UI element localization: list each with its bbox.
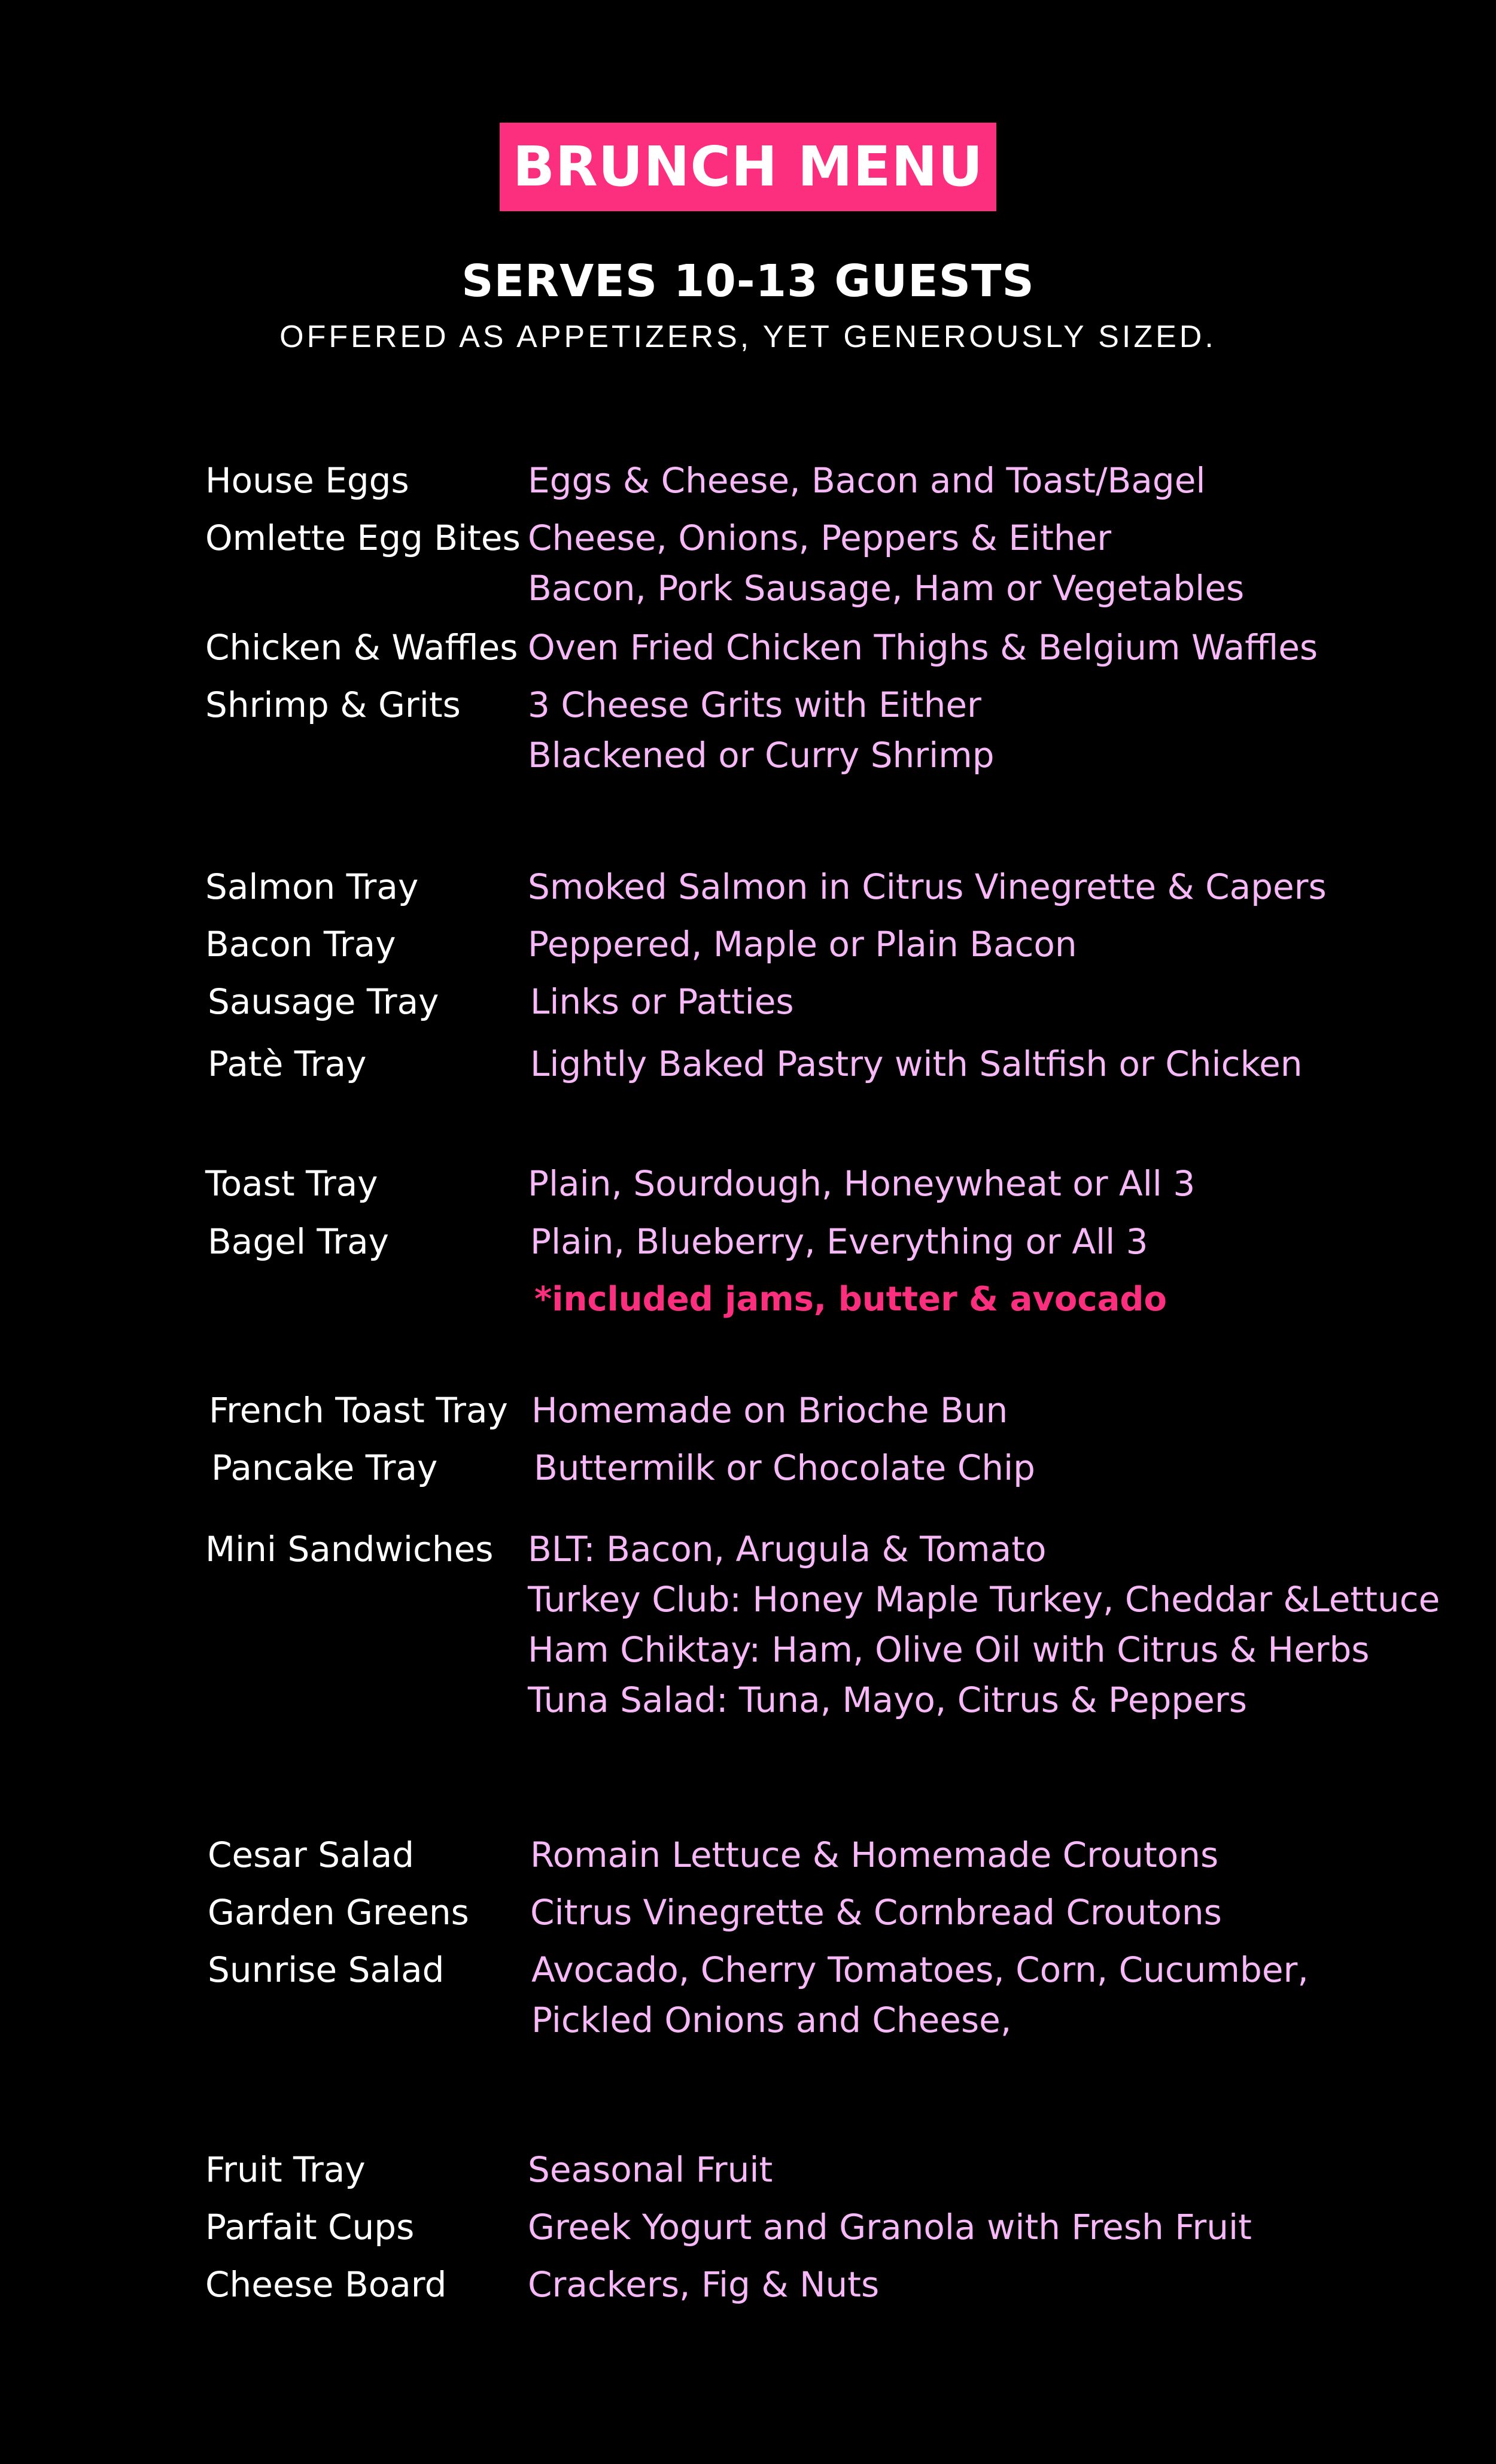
item-description: Romain Lettuce & Homemade Croutons [530,1835,1219,1875]
title-banner [500,123,996,211]
menu-item-shrimp-grits-line-2 [0,730,1496,784]
item-name: Pancake Tray [211,1447,438,1488]
subtitle: OFFERED AS APPETIZERS, YET GENEROUSLY SIZED. [279,320,1217,354]
item-name: Cesar Salad [208,1835,415,1875]
item-description: Buttermilk or Chocolate Chip [534,1447,1035,1488]
menu-item-mini-sandwiches-line-3 [0,1625,1496,1678]
menu-item-sausage-tray [0,977,1496,1030]
menu-item-pancake-tray [0,1443,1496,1496]
item-name: Toast Tray [205,1163,378,1204]
item-name: French Toast Tray [209,1390,508,1431]
item-description: Homemade on Brioche Bun [531,1390,1008,1431]
item-description: Plain, Sourdough, Honeywheat or All 3 [528,1163,1196,1204]
menu-item-salmon-tray [0,862,1496,915]
menu-item-house-eggs [0,455,1496,509]
item-description: Eggs & Cheese, Bacon and Toast/Bagel [528,460,1206,501]
menu-item-bacon-tray [0,919,1496,973]
item-description: Cheese, Onions, Peppers & Either [528,518,1112,558]
item-name: Chicken & Waffles [205,627,518,668]
menu-item-mini-sandwiches-line-4 [0,1675,1496,1729]
menu-item-pate-tray [0,1039,1496,1093]
item-name: Patè Tray [208,1044,367,1084]
item-description: Pickled Onions and Cheese, [531,2000,1012,2040]
item-description: BLT: Bacon, Arugula & Tomato [528,1529,1047,1569]
item-name: Bagel Tray [208,1221,389,1262]
item-description: Avocado, Cherry Tomatoes, Corn, Cucumber, [531,1949,1309,1990]
included-note: *included jams, butter & avocado [534,1280,1167,1319]
menu-item-bagel-tray [0,1216,1496,1270]
item-name: Parfait Cups [205,2207,415,2247]
menu-item-parfait-cups [0,2202,1496,2256]
item-name: Bacon Tray [205,924,396,965]
item-description: Bacon, Pork Sausage, Ham or Vegetables [528,568,1245,609]
item-name: Shrimp & Grits [205,685,461,725]
menu-item-omlette-egg-bites [0,513,1496,567]
menu-title: BRUNCH MENU [512,135,984,199]
item-description: Plain, Blueberry, Everything or All 3 [530,1221,1148,1262]
item-description: Blackened or Curry Shrimp [528,735,995,775]
item-name: House Eggs [205,460,409,501]
item-name: Mini Sandwiches [205,1529,494,1569]
item-description: Peppered, Maple or Plain Bacon [528,924,1077,965]
menu-item-sunrise-salad [0,1945,1496,1998]
item-description: Turkey Club: Honey Maple Turkey, Cheddar &Lettuce [528,1579,1440,1620]
serves-heading: SERVES 10-13 GUESTS [461,255,1035,307]
item-name: Garden Greens [208,1892,469,1933]
menu-item-mini-sandwiches [0,1524,1496,1578]
item-description: Crackers, Fig & Nuts [528,2264,880,2305]
menu-item-shrimp-grits [0,680,1496,734]
menu-item-chicken-waffles [0,622,1496,676]
menu-item-fruit-tray [0,2144,1496,2198]
item-description: Ham Chiktay: Ham, Olive Oil with Citrus & Herbs [528,1629,1370,1670]
item-description: Greek Yogurt and Granola with Fresh Fruit [528,2207,1252,2247]
menu-item-cheese-board [0,2259,1496,2313]
item-name: Fruit Tray [205,2149,366,2190]
item-name: Sunrise Salad [208,1949,445,1990]
item-description: Seasonal Fruit [528,2149,773,2190]
menu-item-omlette-egg-bites-line-2 [0,563,1496,617]
item-description: Lightly Baked Pastry with Saltfish or Chicken [530,1044,1303,1084]
item-name: Sausage Tray [208,981,439,1022]
item-name: Cheese Board [205,2264,447,2305]
menu-item-mini-sandwiches-line-2 [0,1574,1496,1628]
item-name: Salmon Tray [205,866,419,907]
item-name: Omlette Egg Bites [205,518,521,558]
item-description: Citrus Vinegrette & Cornbread Croutons [530,1892,1222,1933]
menu-item-french-toast-tray [0,1385,1496,1439]
item-description: Oven Fried Chicken Thighs & Belgium Waffles [528,627,1318,668]
menu-item-garden-greens [0,1887,1496,1941]
item-description: Links or Patties [530,981,794,1022]
menu-item-sunrise-salad-line-2 [0,1995,1496,2049]
item-description: Tuna Salad: Tuna, Mayo, Citrus & Peppers [528,1680,1247,1720]
menu-item-cesar-salad [0,1830,1496,1884]
menu-item-toast-tray [0,1158,1496,1212]
item-description: Smoked Salmon in Citrus Vinegrette & Capers [528,866,1327,907]
item-description: 3 Cheese Grits with Either [528,685,981,725]
